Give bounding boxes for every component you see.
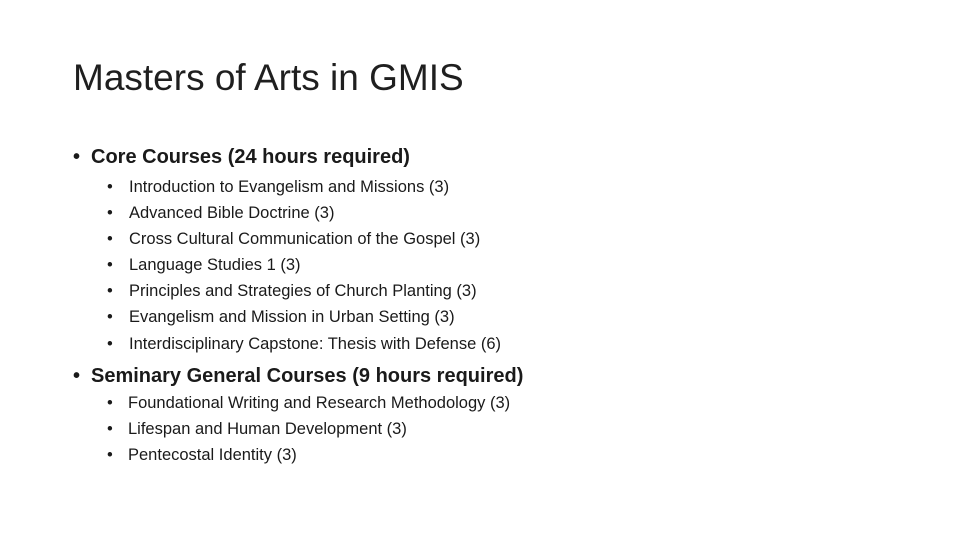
course-label: Pentecostal Identity (3) bbox=[128, 446, 297, 465]
bullet-icon: • bbox=[107, 394, 113, 412]
course-label: Cross Cultural Communication of the Gospel (3) bbox=[129, 230, 481, 249]
section-heading-label: Core Courses (24 hours required) bbox=[91, 146, 410, 168]
bullet-icon: • bbox=[107, 334, 113, 353]
bullet-icon: • bbox=[107, 282, 113, 301]
course-label: Introduction to Evangelism and Missions (3) bbox=[129, 178, 450, 196]
bullet-icon: • bbox=[107, 204, 113, 223]
bullet-icon: • bbox=[107, 308, 113, 327]
bullet-icon: • bbox=[107, 178, 113, 196]
bullet-icon: • bbox=[73, 365, 81, 387]
section-heading-label: Seminary General Courses (9 hours required) bbox=[91, 365, 524, 387]
bullet-icon: • bbox=[107, 256, 113, 275]
bullet-icon: • bbox=[107, 420, 113, 439]
course-label: Interdisciplinary Capstone: Thesis with Defense (6) bbox=[129, 334, 502, 353]
course-label: Evangelism and Mission in Urban Setting (3) bbox=[129, 308, 455, 327]
course-label: Foundational Writing and Research Methodology (3) bbox=[128, 394, 511, 412]
course-label: Lifespan and Human Development (3) bbox=[128, 420, 407, 439]
course-label: Language Studies 1 (3) bbox=[129, 256, 301, 275]
bullet-icon: • bbox=[107, 230, 113, 249]
course-label: Advanced Bible Doctrine (3) bbox=[129, 204, 335, 223]
course-label: Principles and Strategies of Church Planting (3) bbox=[129, 282, 477, 301]
bullet-icon: • bbox=[73, 146, 81, 168]
slide-title: Masters of Arts in GMIS bbox=[73, 57, 464, 98]
bullet-icon: • bbox=[107, 446, 113, 465]
